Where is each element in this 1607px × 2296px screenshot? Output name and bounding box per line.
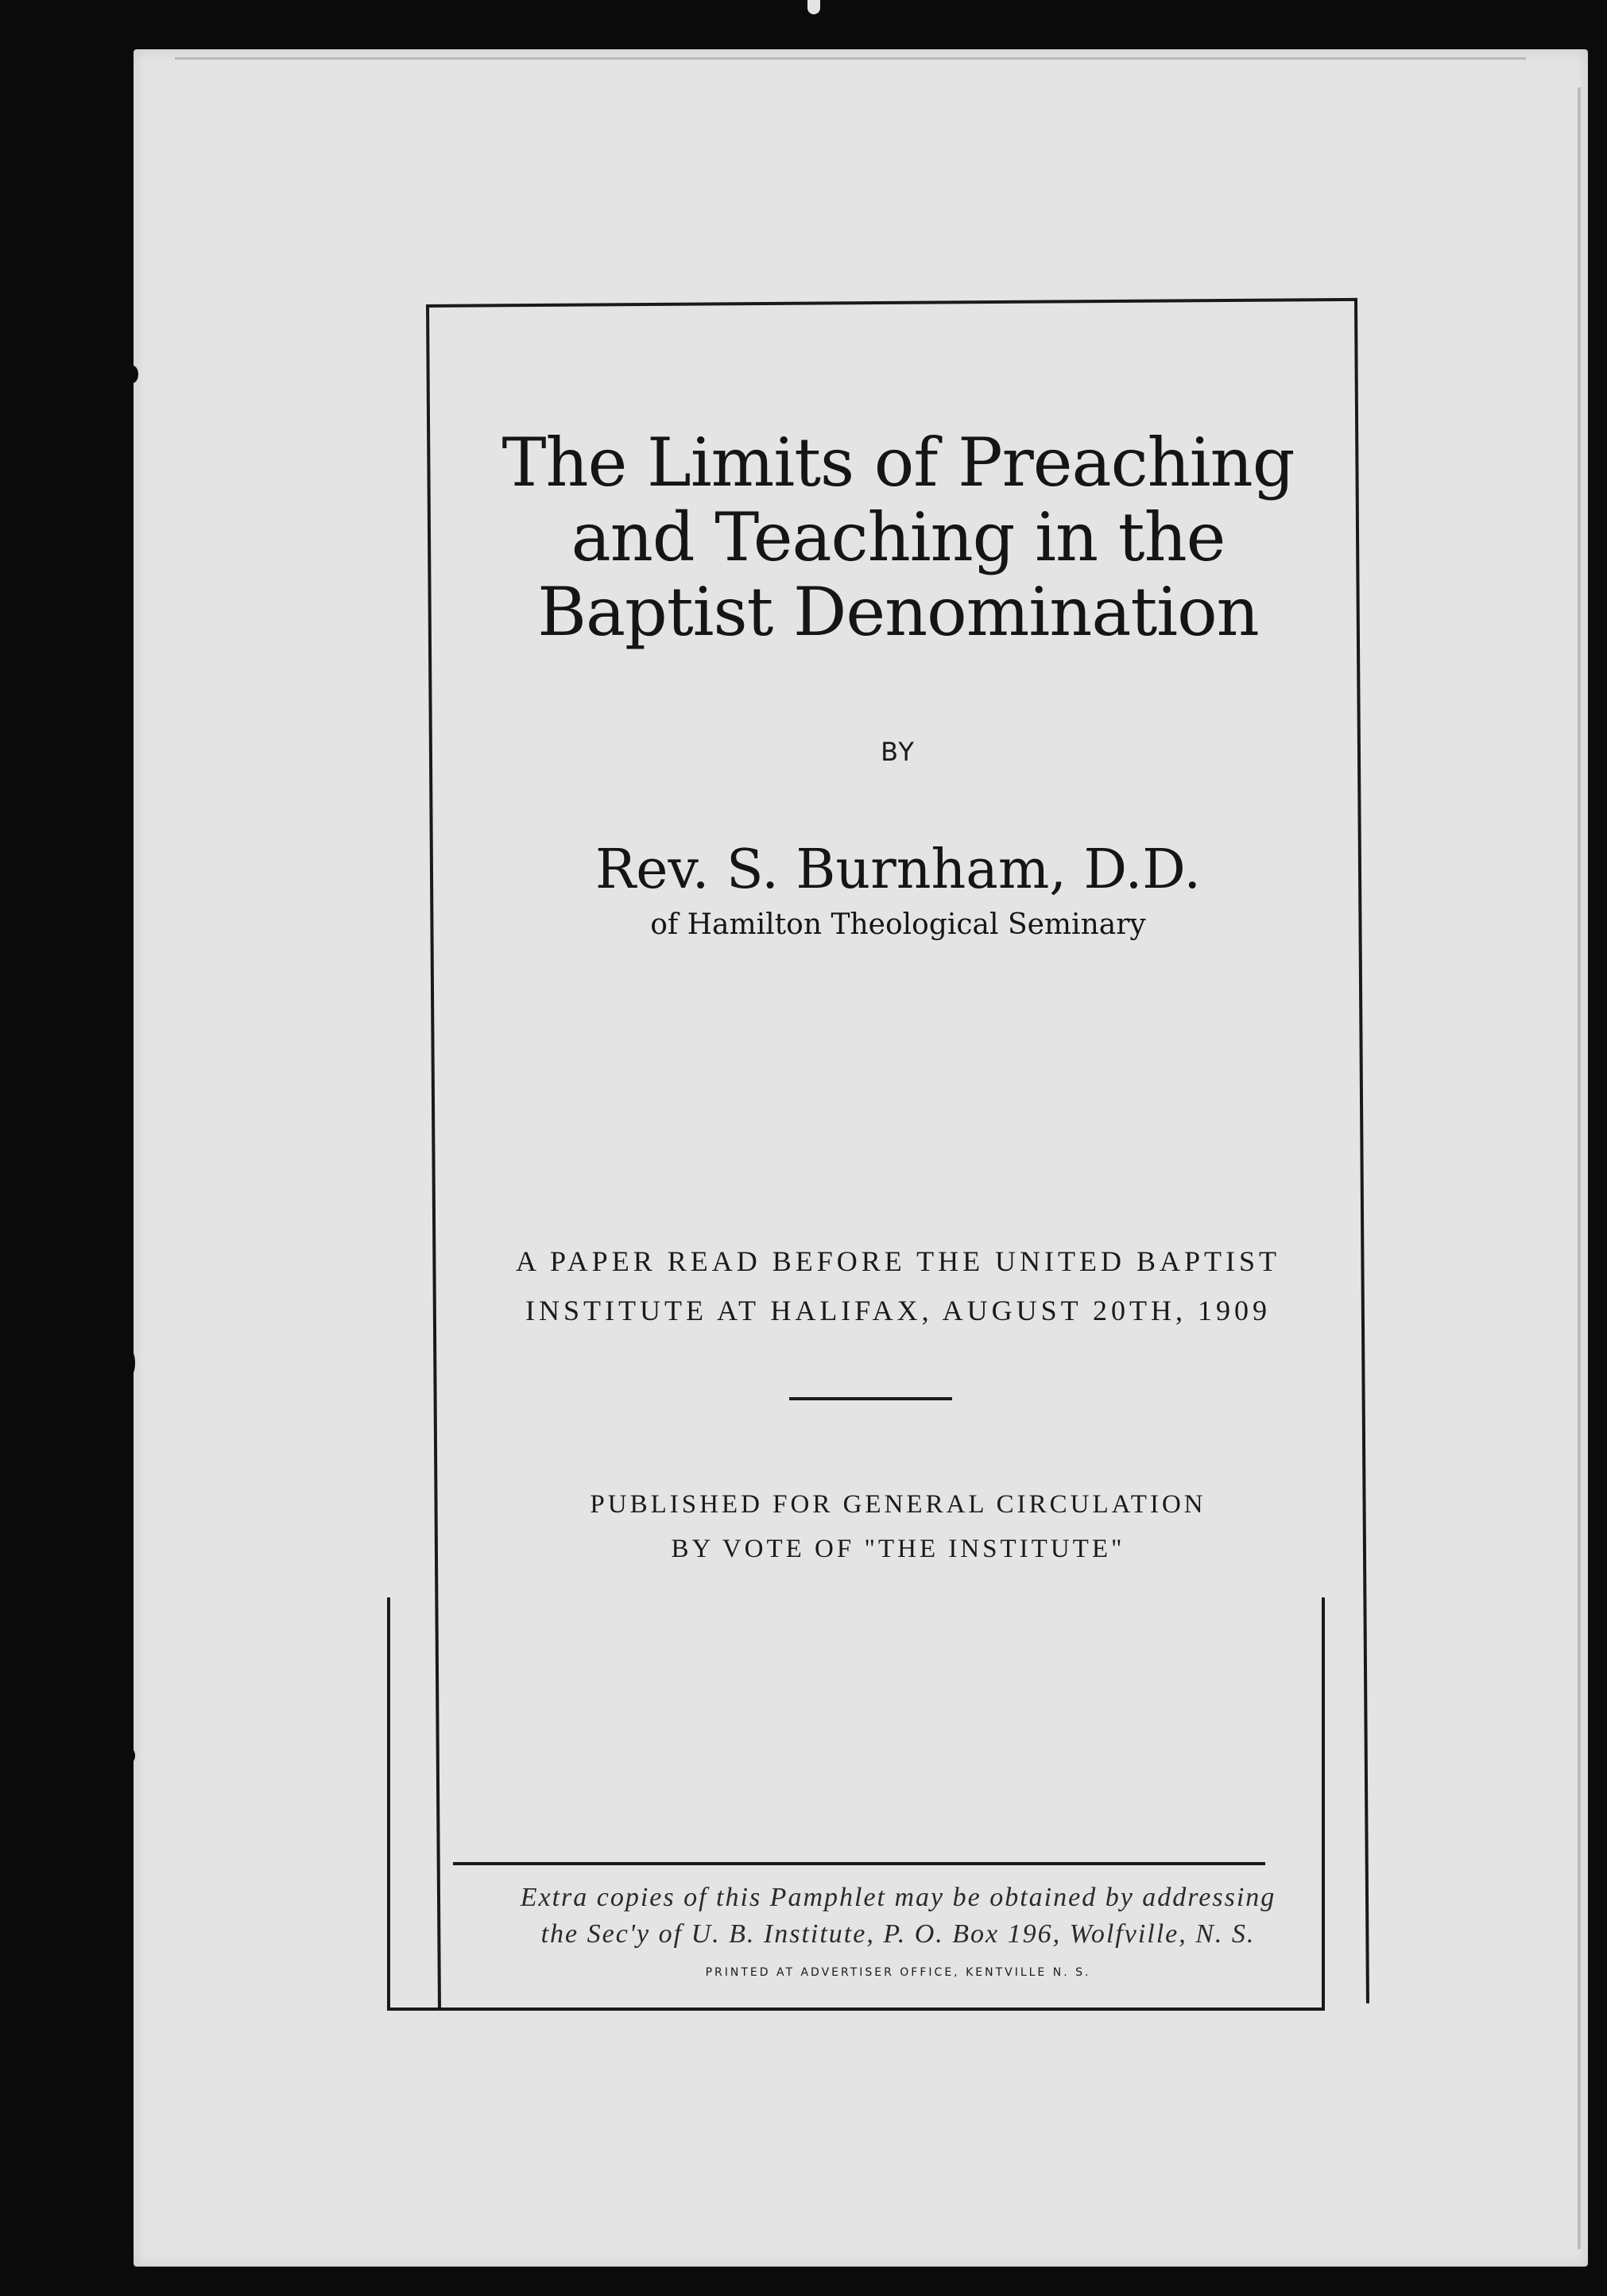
paper-read-line-1: A PAPER READ BEFORE THE UNITED BAPTIST bbox=[515, 1245, 1281, 1277]
extra-copies-line-1: Extra copies of this Pamphlet may be obtained by addressing bbox=[520, 1883, 1276, 1912]
title-line-3: Baptist Denomination bbox=[537, 573, 1259, 651]
paper-read-notice bbox=[445, 1237, 1351, 1335]
printer-imprint: PRINTED AT ADVERTISER OFFICE, KENTVILLE N. S. bbox=[705, 1966, 1091, 1979]
document-title bbox=[445, 425, 1351, 649]
scan-speck bbox=[126, 1748, 135, 1763]
paper-right-edge bbox=[1578, 87, 1581, 2249]
published-line-1: PUBLISHED FOR GENERAL CIRCULATION bbox=[590, 1490, 1206, 1519]
extra-copies-line-2: the Sec'y of U. B. Institute, P. O. Box 196, Wolfville, N. S. bbox=[540, 1919, 1256, 1949]
scan-speck bbox=[127, 1351, 135, 1375]
by-label: BY bbox=[881, 737, 916, 767]
title-line-1: The Limits of Preaching bbox=[501, 424, 1295, 501]
paper-top-edge bbox=[175, 57, 1526, 60]
paper-read-line-2: INSTITUTE AT HALIFAX, AUGUST 20TH, 1909 bbox=[525, 1295, 1271, 1326]
author-affiliation: of Hamilton Theological Seminary bbox=[650, 908, 1146, 941]
published-line-2: BY VOTE OF "THE INSTITUTE" bbox=[671, 1535, 1125, 1563]
scan-speck bbox=[127, 366, 138, 383]
extra-copies-notice bbox=[445, 1880, 1351, 1953]
top-notch bbox=[807, 0, 820, 14]
title-line-2: and Teaching in the bbox=[571, 498, 1226, 576]
publication-notice bbox=[445, 1482, 1351, 1571]
author-name: Rev. S. Burnham, D.D. bbox=[595, 838, 1201, 901]
middle-divider bbox=[789, 1397, 952, 1400]
bottom-divider bbox=[453, 1862, 1265, 1865]
